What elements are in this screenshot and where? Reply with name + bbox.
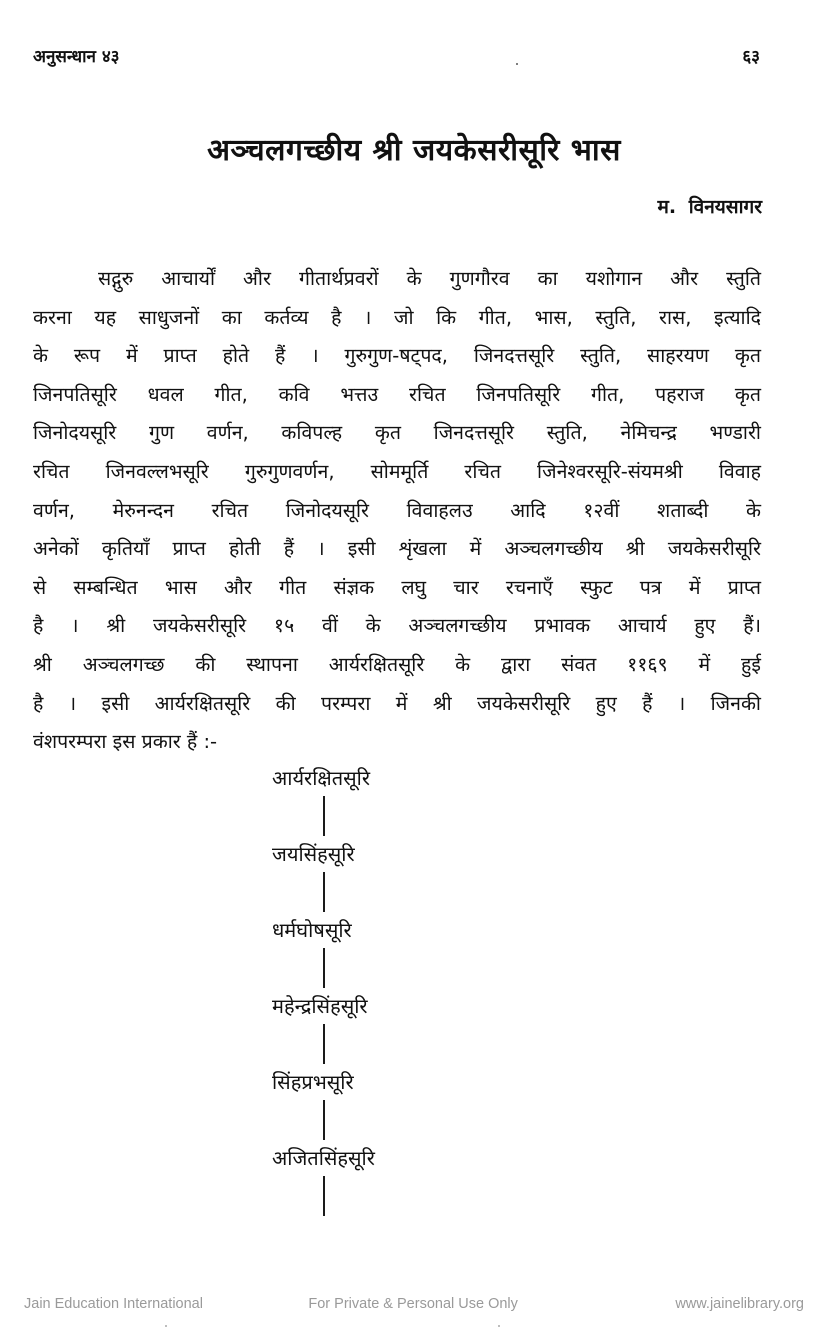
paragraph-line: के रूप में प्राप्त होते हैं । गुरुगुण-षट्पद, जिनदत्तसूरि स्तुति, साहरयण कृत — [33, 344, 761, 368]
intro-paragraph — [33, 260, 761, 762]
paragraph-line: श्री अञ्चलगच्छ की स्थापना आर्यरक्षितसूरि के द्वारा संवत ११६९ में हुई — [33, 652, 761, 676]
scan-speck — [516, 63, 518, 65]
lineage-connector — [323, 1176, 325, 1216]
lineage-node: धर्मघोषसूरि — [272, 918, 352, 942]
footer-website: www.jainelibrary.org — [675, 1296, 804, 1312]
page-footer — [24, 1296, 804, 1312]
paragraph-line: रचित जिनवल्लभसूरि गुरुगुणवर्णन, सोममूर्ति रचित जिनेश्वरसूरि-संयमश्री विवाह — [33, 459, 761, 483]
paragraph-line: जिनपतिसूरि धवल गीत, कवि भत्तउ रचित जिनपतिसूरि गीत, पहराज कृत — [33, 382, 761, 406]
footer-publisher: Jain Education International — [24, 1296, 203, 1312]
paragraph-line: है । इसी आर्यरक्षितसूरि की परम्परा में श्री जयकेसरीसूरि हुए हैं । जिनकी — [33, 691, 761, 715]
lineage-connector — [323, 948, 325, 988]
paragraph-line: अनेकों कृतियाँ प्राप्त होती हैं । इसी शृंखला में अञ्चलगच्छीय श्री जयकेसरीसूरि — [33, 537, 761, 561]
lineage-connector — [323, 1100, 325, 1140]
footer-usage-note: For Private & Personal Use Only — [308, 1296, 518, 1312]
running-head — [33, 44, 760, 67]
paragraph-line: करना यह साधुजनों का कर्तव्य है । जो कि गीत, भास, स्तुति, रास, इत्यादि — [33, 305, 761, 329]
scan-speck — [165, 1325, 167, 1327]
lineage-node: जयसिंहसूरि — [272, 842, 355, 866]
page-number: ६३ — [742, 47, 760, 67]
paragraph-line: जिनोदयसूरि गुण वर्णन, कविपल्ह कृत जिनदत्तसूरि स्तुति, नेमिचन्द्र भण्डारी — [33, 421, 761, 445]
lineage-node: सिंहप्रभसूरि — [272, 1070, 354, 1094]
article-title: अञ्चलगच्छीय श्री जयकेसरीसूरि भास — [207, 133, 621, 168]
journal-issue: अनुसन्धान ४३ — [33, 47, 120, 67]
paragraph-line: सद्गुरु आचार्यों और गीतार्थप्रवरों के गुणगौरव का यशोगान और स्तुति — [98, 267, 761, 290]
paragraph-line: से सम्बन्धित भास और गीत संज्ञक लघु चार रचनाएँ स्फुट पत्र में प्राप्त — [33, 575, 761, 599]
lineage-connector — [323, 1024, 325, 1064]
lineage-tree — [272, 760, 422, 1216]
scan-speck — [498, 1325, 500, 1327]
paragraph-line: वंशपरम्परा इस प्रकार हैं :- — [33, 730, 218, 754]
lineage-node: अजितसिंहसूरि — [272, 1146, 375, 1170]
paragraph-line: वर्णन, मेरुनन्दन रचित जिनोदयसूरि विवाहलउ आदि १२वीं शताब्दी के — [33, 498, 761, 522]
lineage-node: महेन्द्रसिंहसूरि — [272, 994, 368, 1018]
article-author: म. विनयसागर — [657, 196, 762, 218]
lineage-node: आर्यरक्षितसूरि — [272, 766, 371, 790]
lineage-connector — [323, 872, 325, 912]
lineage-connector — [323, 796, 325, 836]
paragraph-line: है । श्री जयकेसरीसूरि १५ वीं के अञ्चलगच्छीय प्रभावक आचार्य हुए हैं। — [33, 614, 761, 638]
